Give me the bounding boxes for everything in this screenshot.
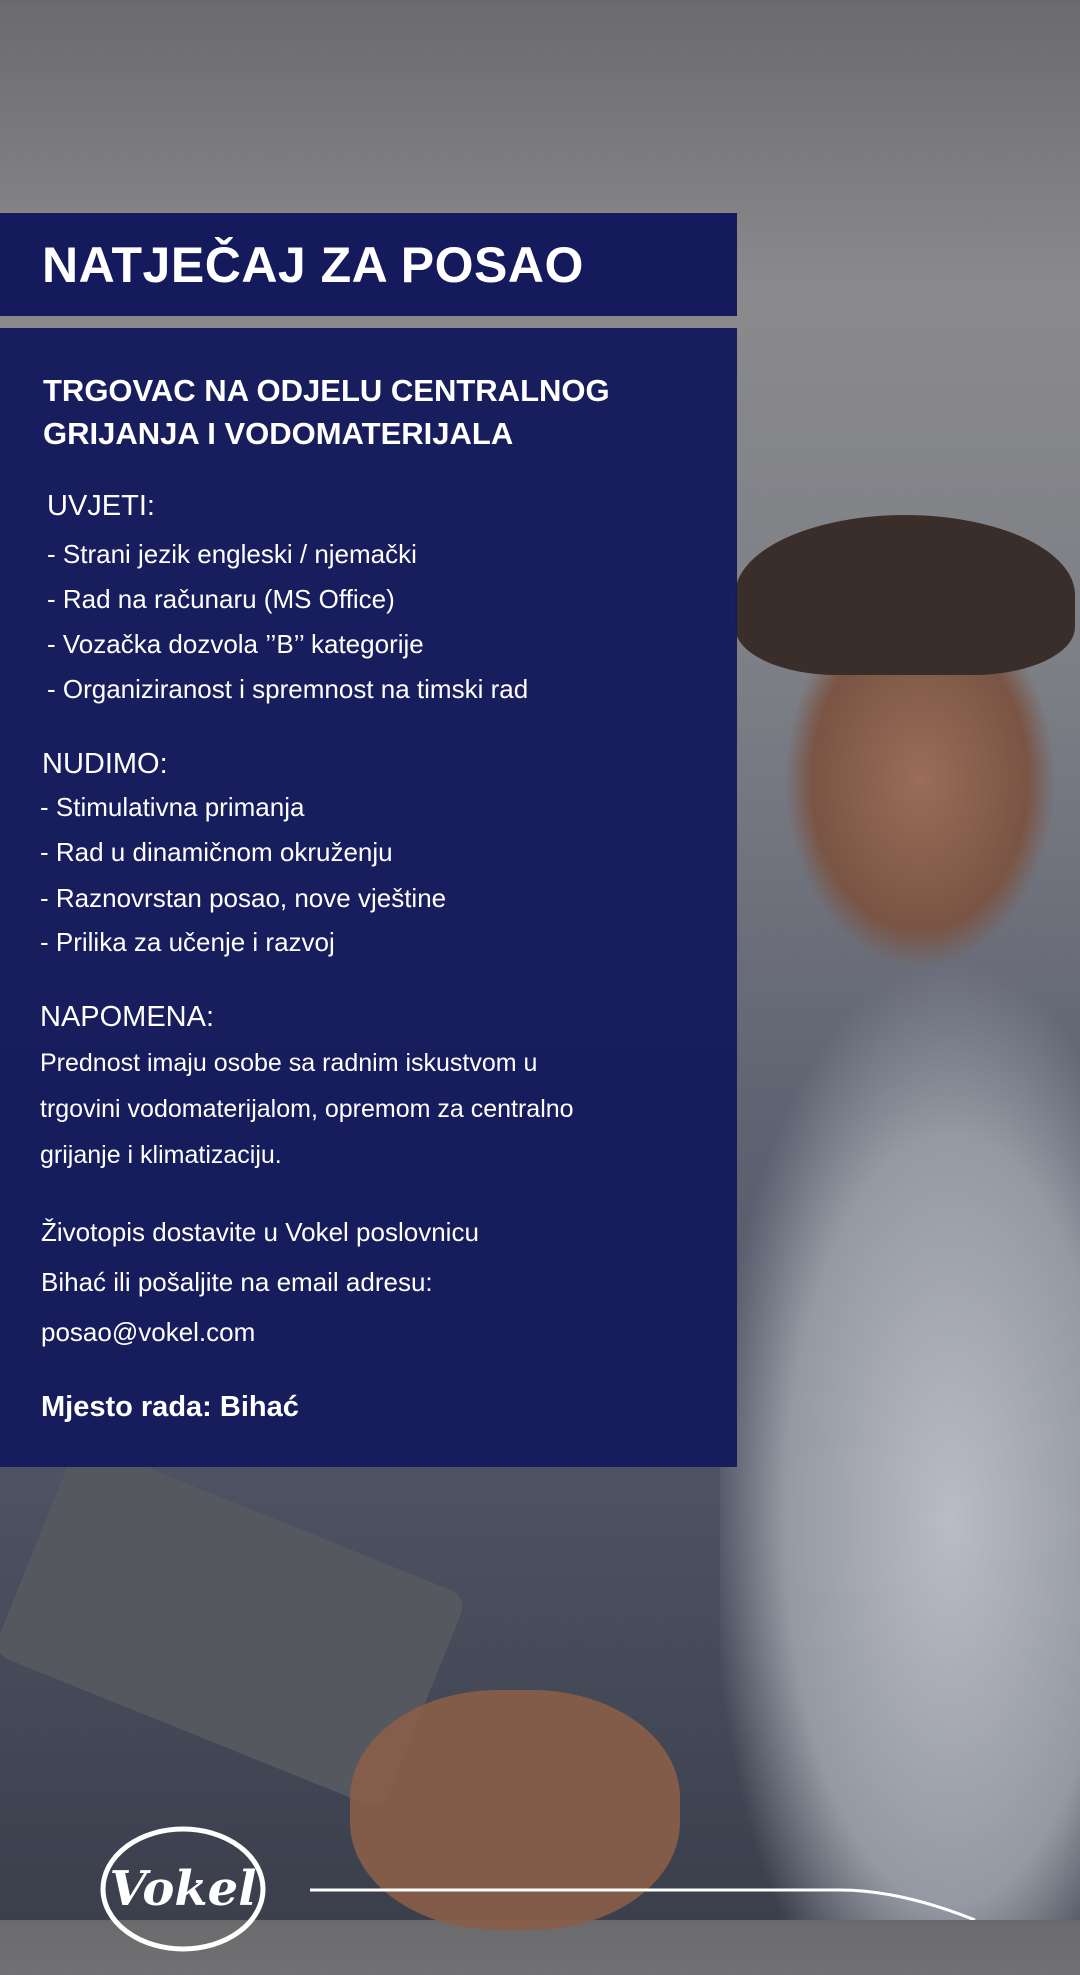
note-line: trgovini vodomaterijalom, opremom za centralno: [40, 1095, 574, 1123]
vokel-logo: [100, 1803, 266, 1975]
note-line: grijanje i klimatizaciju.: [40, 1141, 282, 1169]
work-location: Mjesto rada: Bihać: [41, 1391, 299, 1423]
requirement-item: - Vozačka dozvola ’’B’’ kategorije: [47, 629, 424, 659]
requirement-item: - Strani jezik engleski / njemački: [47, 539, 417, 569]
contact-line: Bihać ili pošaljite na email adresu:: [41, 1267, 433, 1297]
contact-email-link[interactable]: posao@vokel.com: [41, 1317, 256, 1347]
offer-item: - Stimulativna primanja: [40, 792, 305, 822]
contact-line: Životopis dostavite u Vokel poslovnicu: [41, 1217, 479, 1247]
position-title-line2: GRIJANJA I VODOMATERIJALA: [43, 416, 514, 451]
offer-heading: NUDIMO:: [42, 748, 168, 780]
note-line: Prednost imaju osobe sa radnim iskustvom u: [40, 1049, 538, 1077]
requirements-heading: UVJETI:: [47, 490, 155, 522]
offer-item: - Prilika za učenje i razvoj: [40, 927, 335, 957]
position-title-line1: TRGOVAC NA ODJELU CENTRALNOG: [43, 373, 610, 408]
page-title: NATJEČAJ ZA POSAO: [42, 237, 584, 293]
note-heading: NAPOMENA:: [40, 1001, 215, 1033]
requirement-item: - Rad na računaru (MS Office): [47, 584, 395, 614]
requirement-item: - Organiziranost i spremnost na timski rad: [47, 674, 529, 704]
svg-text:Vokel: Vokel: [109, 1861, 257, 1917]
offer-item: - Rad u dinamičnom okruženju: [40, 837, 393, 867]
offer-item: - Raznovrstan posao, nove vještine: [40, 883, 447, 913]
